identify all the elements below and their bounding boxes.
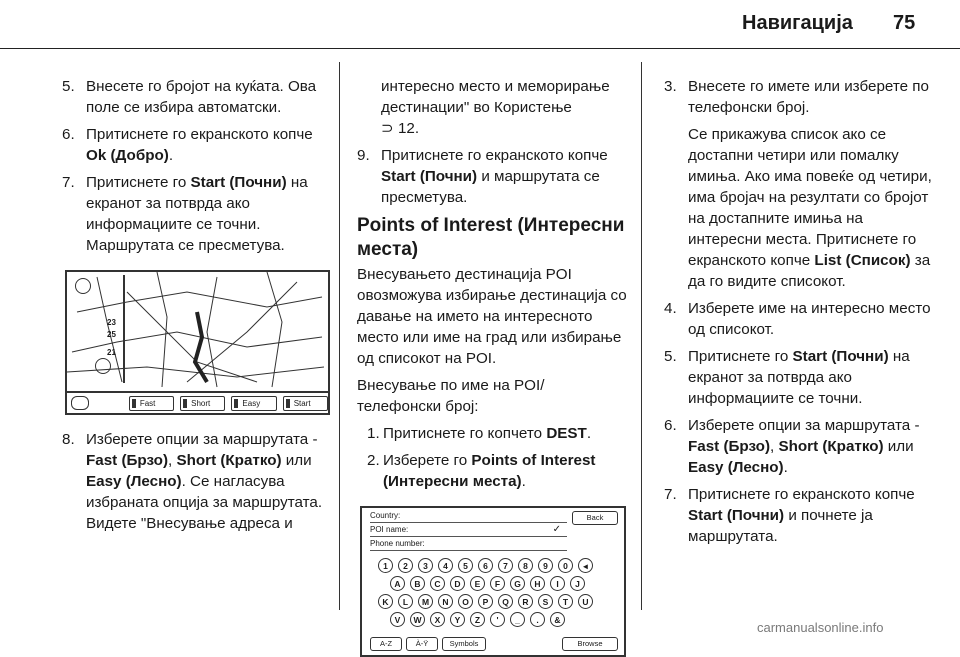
- keyboard-key[interactable]: D: [450, 576, 465, 591]
- step-7: 7. Притиснете го екранското копче Start (Почни) и почнете ја маршрутата.: [664, 486, 915, 545]
- keyboard-key[interactable]: .: [530, 612, 545, 627]
- keyboard-key[interactable]: M: [418, 594, 433, 609]
- keyboard-key[interactable]: O: [458, 594, 473, 609]
- keyboard-key[interactable]: 0: [558, 558, 573, 573]
- browse-button[interactable]: Browse: [562, 637, 618, 651]
- step-5: 5. Притиснете го Start (Почни) на екранот за потврда ако информациите се точни.: [664, 348, 910, 407]
- short-route-button[interactable]: Short: [180, 396, 225, 411]
- keyboard-key[interactable]: N: [438, 594, 453, 609]
- step-7: 7. Притиснете го Start (Почни) на екранот за потврда ако информациите се точни. Маршрутата се пресметува.: [62, 174, 308, 254]
- poi-intro-paragraph: Внесувањето дестинација POI овозможува избирање дестинација со давање на името на интересното место или име на град или избирање од списокот на POI.: [357, 266, 627, 367]
- keyboard-key[interactable]: C: [430, 576, 445, 591]
- symbols-button[interactable]: Symbols: [442, 637, 486, 651]
- column-divider-1: [339, 62, 340, 610]
- keyboard-key[interactable]: 4: [438, 558, 453, 573]
- page-reference: ⊃ 12.: [381, 120, 420, 137]
- poi-keyboard-figure: [360, 506, 626, 657]
- keyboard-key[interactable]: X: [430, 612, 445, 627]
- keyboard-key[interactable]: J: [570, 576, 585, 591]
- keyboard-key[interactable]: ◂: [578, 558, 593, 573]
- substep-1: 1. Притиснете го копчето DEST.: [367, 425, 592, 442]
- keyboard-key[interactable]: 5: [458, 558, 473, 573]
- easy-route-button[interactable]: Easy: [231, 396, 276, 411]
- keyboard-key[interactable]: Q: [498, 594, 513, 609]
- vehicle-position-icon: [95, 358, 111, 374]
- fast-route-button[interactable]: Fast: [129, 396, 174, 411]
- header-divider: [0, 48, 960, 49]
- keyboard-key[interactable]: B: [410, 576, 425, 591]
- keyboard-key[interactable]: P: [478, 594, 493, 609]
- keyboard-key[interactable]: Y: [450, 612, 465, 627]
- step-3: 3. Внесете го имете или изберете по телефонски број.: [664, 78, 929, 116]
- start-route-button[interactable]: Start: [283, 396, 328, 411]
- step-6: 6. Изберете опции за маршрутата - Fast (Брзо), Short (Кратко) или Easy (Лесно).: [664, 417, 920, 476]
- keyboard-key[interactable]: H: [530, 576, 545, 591]
- keyboard-key[interactable]: G: [510, 576, 525, 591]
- keyboard-key[interactable]: &: [550, 612, 565, 627]
- column-2: [357, 76, 627, 657]
- keyboard-key[interactable]: I: [550, 576, 565, 591]
- keyboard-key[interactable]: W: [410, 612, 425, 627]
- keyboard-key[interactable]: Z: [470, 612, 485, 627]
- country-field[interactable]: Country:: [370, 510, 567, 523]
- keyboard-key[interactable]: K: [378, 594, 393, 609]
- keyboard-key[interactable]: T: [558, 594, 573, 609]
- keyboard-key[interactable]: 1: [378, 558, 393, 573]
- zoom-scale-label: 21: [107, 348, 116, 357]
- keyboard-key[interactable]: 9: [538, 558, 553, 573]
- watermark: carmanualsonline.info: [757, 620, 884, 635]
- route-options-bar: [67, 391, 328, 413]
- keyboard-key[interactable]: ': [490, 612, 505, 627]
- back-button[interactable]: Back: [572, 511, 618, 525]
- step-5: 5. Внесете го бројот на куќата. Ова поле се избира автоматски.: [62, 78, 317, 116]
- check-icon: ✓: [552, 524, 561, 535]
- step-6: 6. Притиснете го екранското копче Ok (Добро).: [62, 126, 313, 164]
- keyboard-key[interactable]: E: [470, 576, 485, 591]
- step-9: 9. Притиснете го екранското копче Start (Почни) и маршрутата се пресметува.: [357, 147, 608, 206]
- route-icon: [71, 396, 89, 410]
- step-3-detail: Се прикажува список ако се достапни четири или помалку имиња. Ако има повеќе од четири, има бројач на резултати со бројот на достапните имиња на интересни места. Притиснете го екранското копче List (Список) за да го видите списокот.: [688, 126, 932, 290]
- step-8: 8. Изберете опции за маршрутата - Fast (Брзо), Short (Кратко) или Easy (Лесно). Се нагласува избраната опција за маршрутата. Видете "Внесување адреса и: [62, 431, 323, 532]
- keyboard-key[interactable]: 8: [518, 558, 533, 573]
- column-1: [62, 76, 332, 540]
- continuation-text: интересно место и меморирање дестинации" во Користење: [381, 78, 610, 116]
- keyboard-key[interactable]: U: [578, 594, 593, 609]
- section-heading: Points of Interest (Интересни места): [357, 215, 625, 260]
- keyboard-key[interactable]: R: [518, 594, 533, 609]
- page-number: 75: [893, 12, 916, 34]
- zoom-scale-label: 25: [107, 330, 116, 339]
- keyboard-key[interactable]: V: [390, 612, 405, 627]
- phone-number-field[interactable]: Phone number:: [370, 538, 567, 551]
- poi-name-entry-paragraph: Внесување по име на POI/ телефонски број:: [357, 377, 545, 415]
- column-divider-2: [641, 62, 642, 610]
- keyboard-key[interactable]: A: [390, 576, 405, 591]
- a-z-button[interactable]: A-Z: [370, 637, 402, 651]
- route-map-figure: [65, 270, 330, 415]
- keyboard-key[interactable]: 3: [418, 558, 433, 573]
- keyboard-key[interactable]: _: [510, 612, 525, 627]
- page-header-title: Навигација: [742, 12, 853, 34]
- zoom-scale-label: 23: [107, 318, 116, 327]
- substep-2: 2. Изберете го Points of Interest (Интересни места).: [367, 452, 596, 490]
- keyboard-key[interactable]: F: [490, 576, 505, 591]
- keyboard-key[interactable]: L: [398, 594, 413, 609]
- keyboard-key[interactable]: 6: [478, 558, 493, 573]
- step-4: 4. Изберете име на интересно место од списокот.: [664, 300, 931, 338]
- accented-letters-button[interactable]: À-Ÿ: [406, 637, 438, 651]
- keyboard-key[interactable]: S: [538, 594, 553, 609]
- keyboard-key[interactable]: 7: [498, 558, 513, 573]
- compass-icon[interactable]: [75, 278, 91, 294]
- poi-name-field[interactable]: POI name: ✓: [370, 524, 567, 537]
- column-3: [664, 76, 934, 553]
- keyboard-key[interactable]: 2: [398, 558, 413, 573]
